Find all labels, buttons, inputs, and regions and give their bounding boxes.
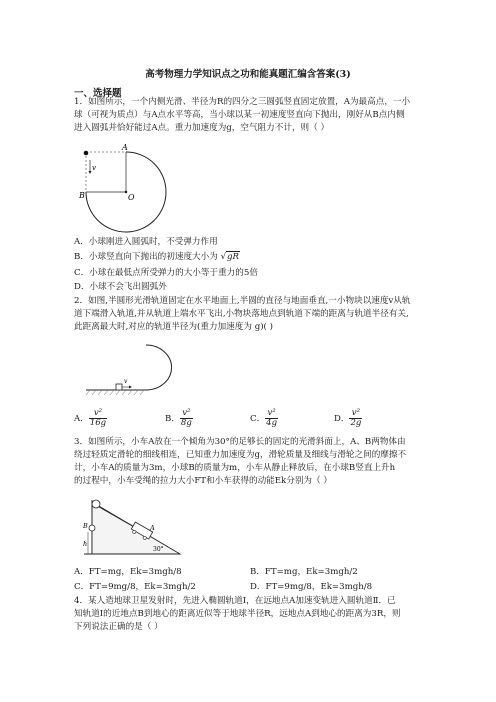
q2-line-1: 2．如图,半圆形光滑轨道固定在水平地面上,半圆的直径与地面垂直,一小物块以速度v从轨 (74, 296, 411, 306)
q3-line-2: 绕过轻质定滑轮的细线相连，已知重力加速度为g，滑轮质量及细线与滑轮之间的摩擦不 (74, 450, 407, 460)
q1-option-b-sqrt: √gR (220, 252, 240, 262)
q2-option-a: A． $\frac{\text{v²}}{16g}$ (74, 408, 107, 428)
q3-label-h: h (83, 540, 88, 548)
q4-line-2: 知轨道Ⅰ的近地点B到地心的距离近似等于地球半径R，远地点A到地心的距离为3R，则 (74, 609, 401, 619)
q3-label-angle: 30° (153, 546, 164, 553)
q1-option-a: A．小球刚进入圆弧时，不受弹力作用 (74, 237, 218, 247)
q3-line-1: 3．如图所示，小车A放在一个倾角为30°的足够长的固定的光滑斜面上，A、B两物体由 (74, 437, 406, 447)
q1-line-3: 进入圆弧并恰好能过A点。重力加速度为g，空气阻力不计，则（ ） (74, 123, 330, 133)
q3-option-b: B．FT=mg，Ek=3mgh/2 (250, 567, 358, 577)
q1-figure (80, 138, 180, 238)
q4-line-3: 下列说法正确的是（ ） (74, 622, 163, 632)
q3-label-a: A (150, 524, 155, 532)
q1-label-v: v (92, 164, 96, 172)
q2-option-d: D． $\frac{\text{v²}}{2g}$ (334, 408, 362, 428)
q1-label-a: A (122, 143, 128, 152)
q3-line-3: 计，小车A的质量为3m，小球B的质量为m，小车从静止释放后，在小球B竖直上升h (74, 463, 396, 473)
q3-option-d: D．FT=9mg/8，Ek=3mgh/8 (250, 582, 373, 592)
q1-option-b (74, 252, 240, 263)
q1-option-d: D．小球不会飞出圆弧外 (74, 282, 167, 292)
document-title: 高考物理力学知识点之功和能真题汇编含答案(3) (145, 69, 351, 80)
q3-option-a: A．FT=mg，Ek=3mgh/8 (74, 567, 182, 577)
q2-figure (86, 340, 166, 402)
q3-option-c: C．FT=9mg/8，Ek=3mgh/2 (74, 582, 196, 592)
q2-line-2: 道下端滑入轨道,并从轨道上端水平飞出,小物块落地点到轨道下端的距离与轨道半径有关, (74, 309, 409, 319)
q3-figure (80, 492, 190, 558)
q2-option-b: B． $\frac{\text{v²}}{8g}$ (165, 408, 192, 428)
q1-label-b: B (79, 191, 85, 200)
q2-line-3: 此距离最大时,对应的轨道半径为(重力加速度为 g)( ) (74, 322, 273, 332)
q4-line-1: 4．某人造地球卫星发射时，先进入椭圆轨道Ⅰ，在远地点A加速变轨进入圆轨道Ⅱ．已 (74, 596, 396, 606)
q2-option-c: C． $\frac{\text{v²}}{4g}$ (250, 408, 278, 428)
q3-line-4: 的过程中，小车受绳的拉力大小FT和小车获得的动能Ek分别为（ ） (74, 476, 332, 486)
q1-label-o: O (128, 193, 135, 202)
q1-line-1: 1．如图所示，一个内侧光滑、半径为R的四分之三圆弧竖直固定放置，A为最高点，一小 (74, 97, 411, 107)
q3-label-b: B (83, 522, 88, 530)
section-heading: 一、选择题 (74, 88, 122, 99)
q2-label-v: v (124, 378, 128, 385)
q1-option-c: C．小球在最低点所受弹力的大小等于重力的5倍 (74, 268, 258, 278)
q1-option-b-text: B．小球竖直向下抛出的初速度大小为 (74, 252, 218, 262)
q1-line-2: 球（可视为质点）与A点水平等高，当小球以某一初速度竖直向下抛出，刚好从B点内侧 (74, 110, 405, 120)
